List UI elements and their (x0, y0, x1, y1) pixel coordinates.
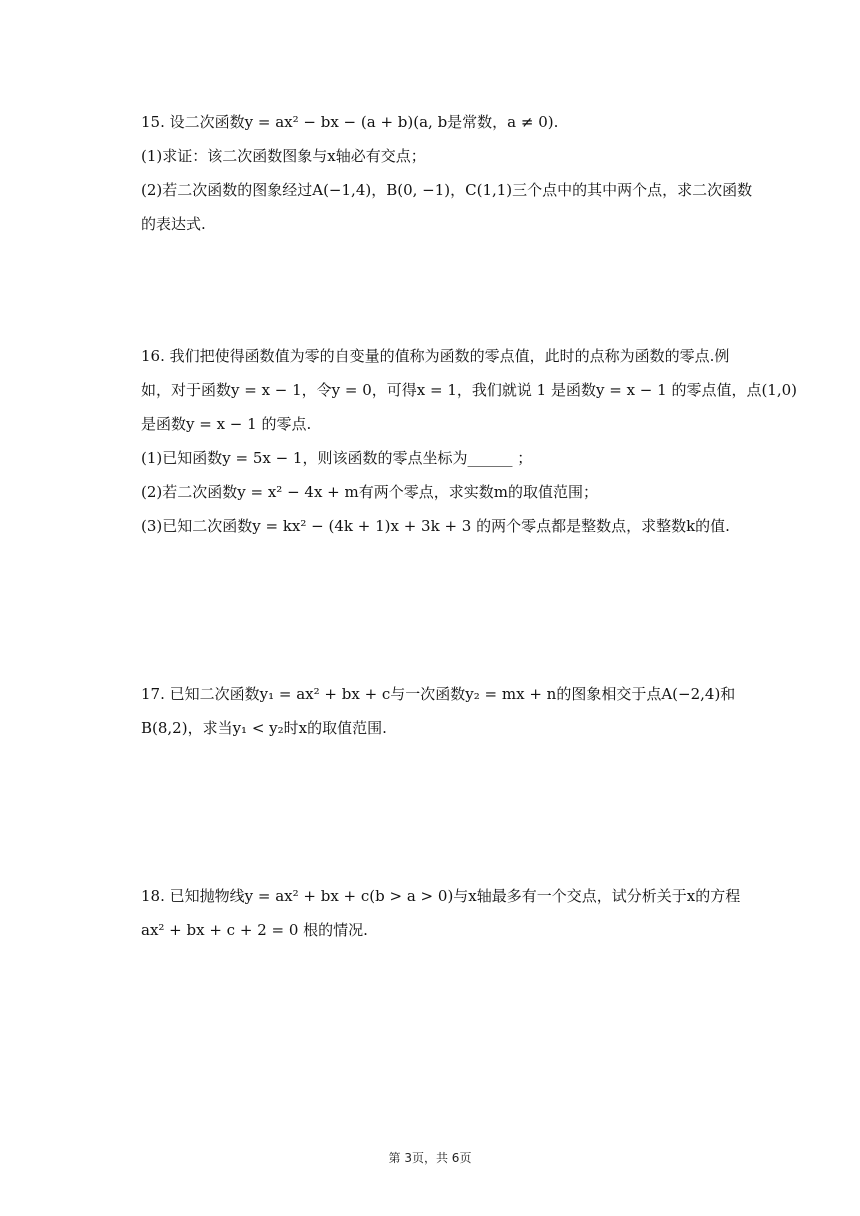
problem-18-line-1: 18. 已知抛物线y = ax² + bx + c(b > a > 0)与x轴最多有一个交点，试分析关于x的方程 (141, 887, 741, 905)
problem-16-line-2: 如，对于函数y = x − 1，令y = 0，可得x = 1，我们就说 1 是函数y = x − 1 的零点值，点(1,0) (141, 381, 798, 399)
problem-15-line-3: (2)若二次函数的图象经过A(−1,4)，B(0, −1)，C(1,1)三个点中的其中两个点，求二次函数 (141, 181, 753, 199)
problem-16-line-1: 16. 我们把使得函数值为零的自变量的值称为函数的零点值，此时的点称为函数的零点.例 (141, 347, 730, 365)
problem-16-line-5: (2)若二次函数y = x² − 4x + m有两个零点，求实数m的取值范围； (141, 483, 598, 501)
problem-16-line-3: 是函数y = x − 1 的零点. (141, 415, 312, 433)
problem-18-line-2: ax² + bx + c + 2 = 0 根的情况. (141, 921, 368, 939)
problem-16-line-6: (3)已知二次函数y = kx² − (4k + 1)x + 3k + 3 的两个零点都是整数点，求整数k的值. (141, 517, 730, 535)
problem-15-line-1: 15. 设二次函数y = ax² − bx − (a + b)(a, b是常数，a ≠ 0). (141, 113, 559, 131)
problem-15-line-4: 的表达式. (141, 215, 206, 233)
problem-15-line-2: (1)求证：该二次函数图象与x轴必有交点； (141, 147, 426, 165)
problem-17-line-2: B(8,2)，求当y₁ < y₂时x的取值范围. (141, 719, 387, 737)
page-footer: 第 3页，共 6页 (388, 1151, 472, 1165)
problem-16-line-4: (1)已知函数y = 5x − 1，则该函数的零点坐标为______ ； (141, 449, 533, 467)
problem-17-line-1: 17. 已知二次函数y₁ = ax² + bx + c与一次函数y₂ = mx + n的图象相交于点A(−2,4)和 (141, 685, 736, 703)
